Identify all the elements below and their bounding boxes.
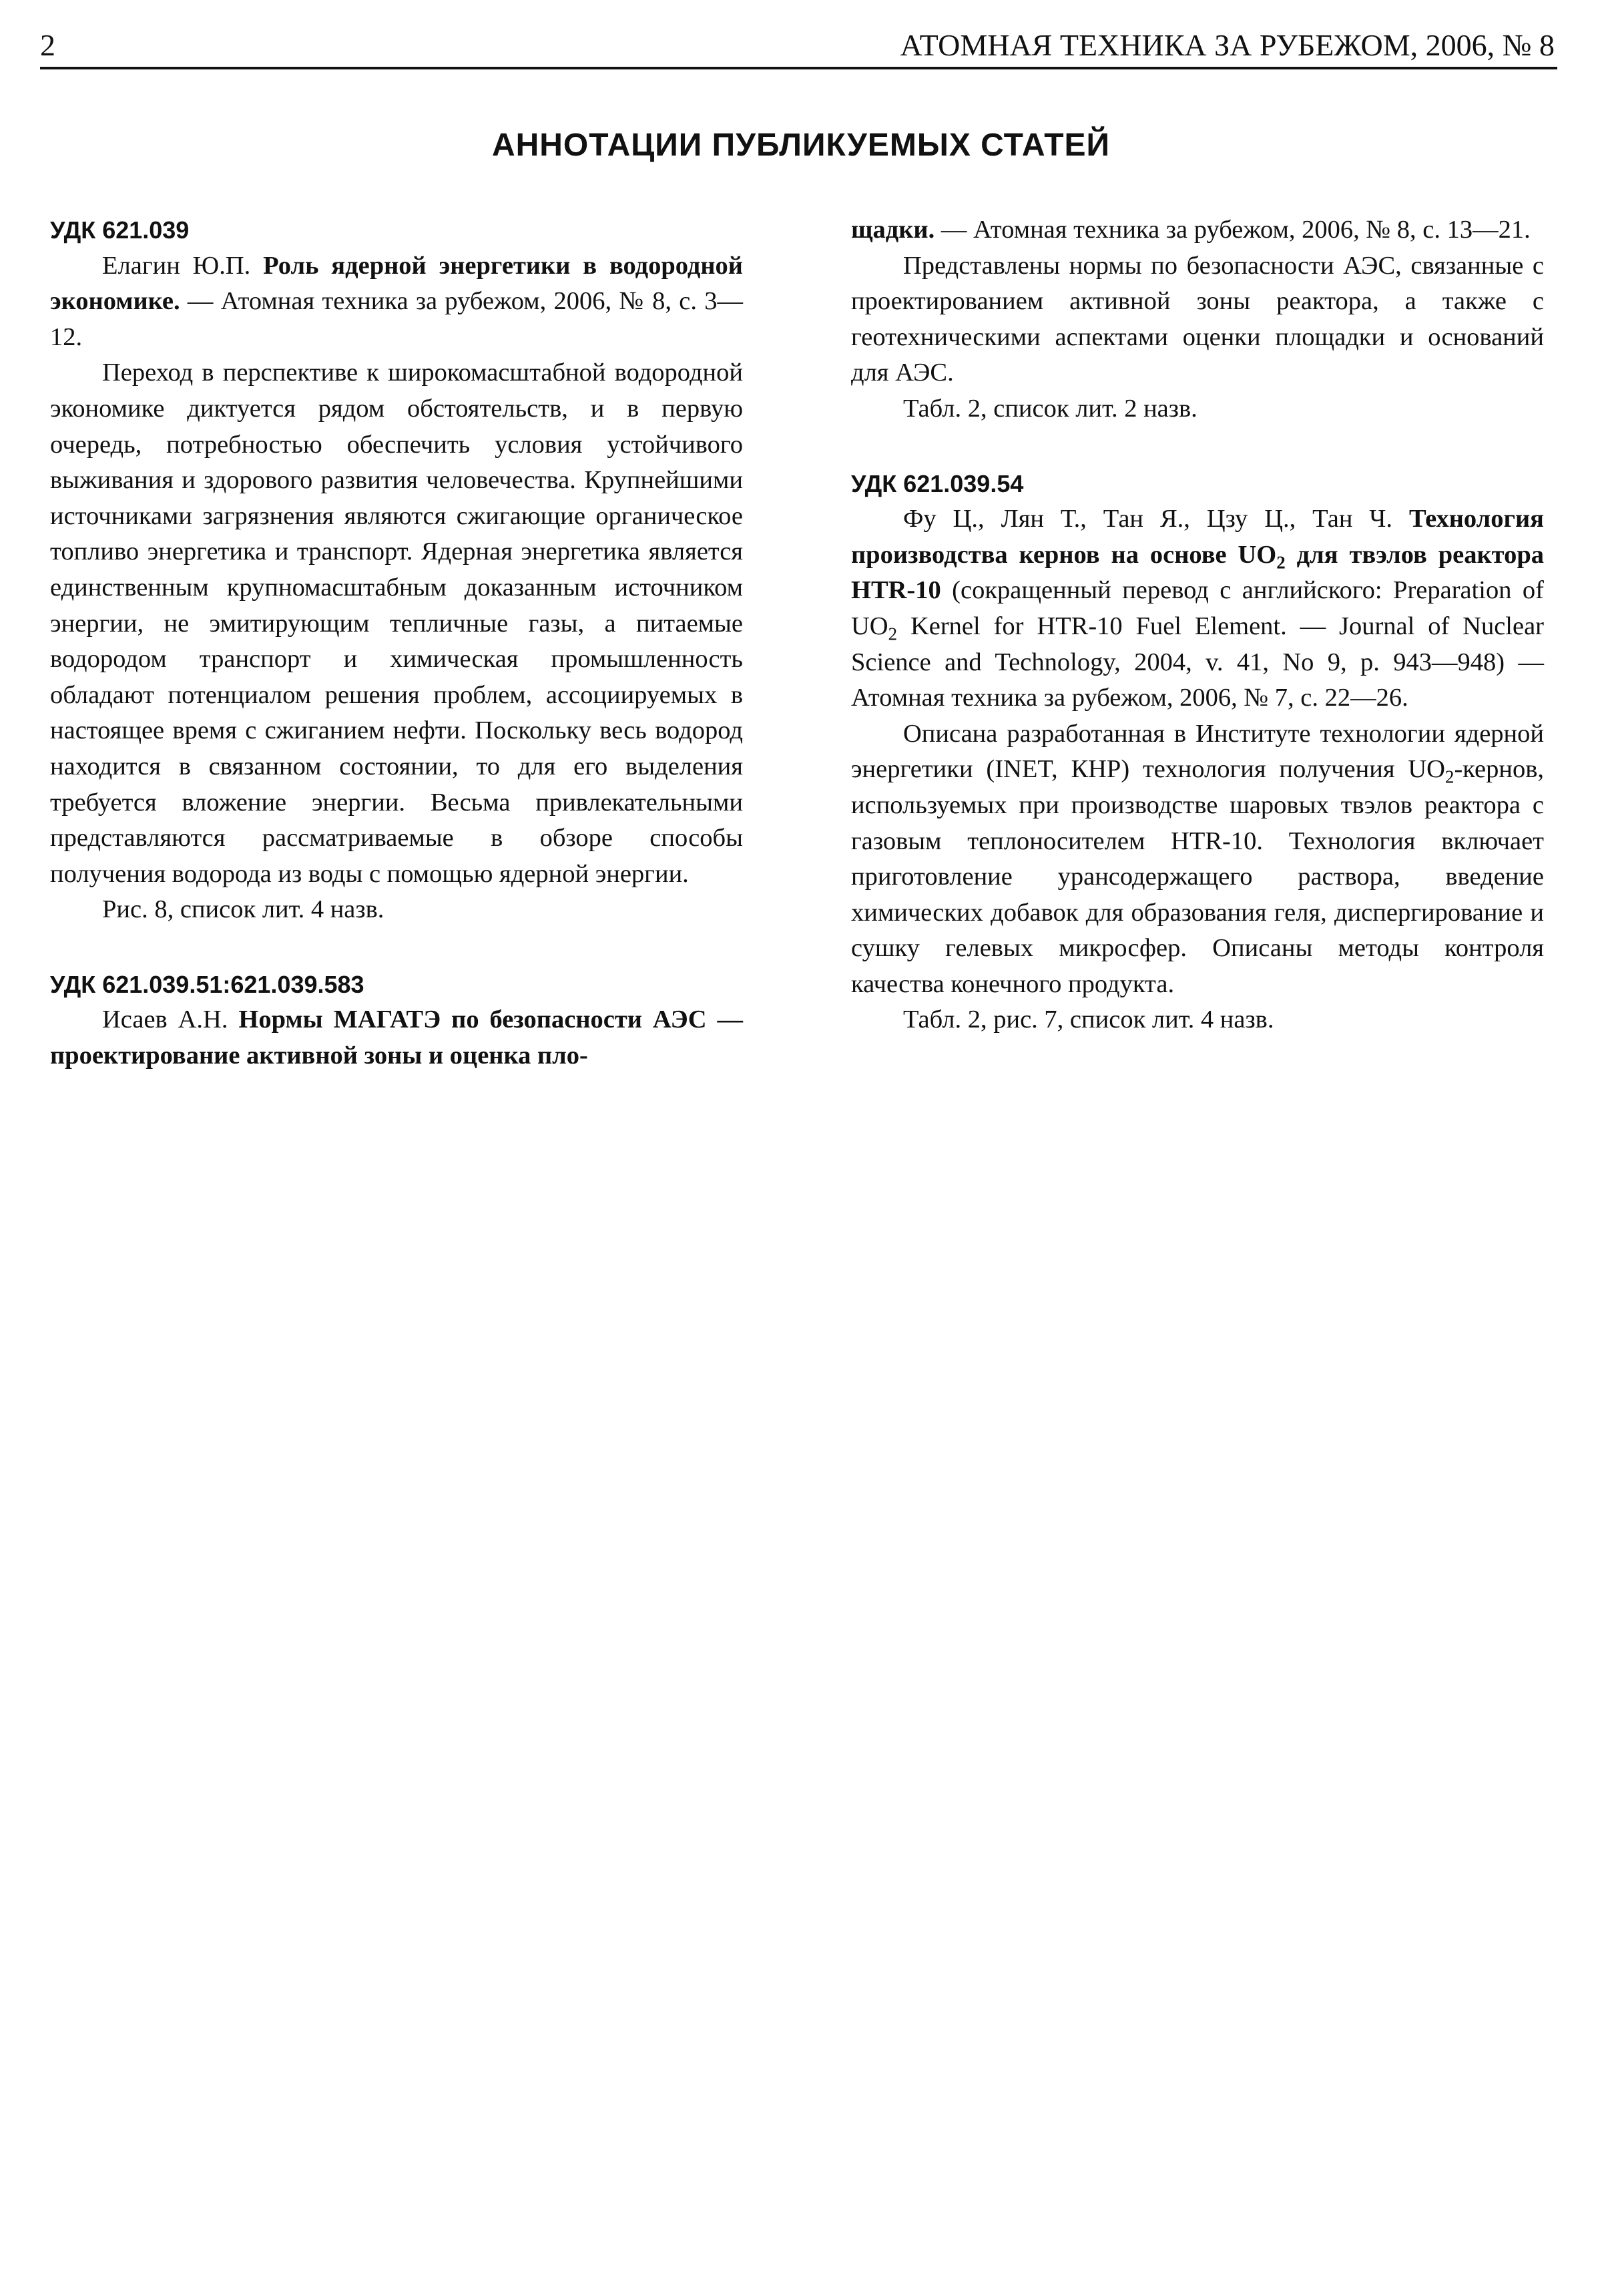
article-1 xyxy=(50,212,743,928)
article-reference xyxy=(851,501,1544,716)
article-2 xyxy=(50,967,743,1074)
article-citation-end: Kernel for HTR-10 Fuel Element. — Journal of Nuclear Science and Technology, 2004, v. 41, No 9, p. 943—948) — Атомная техника за рубежом, 2006, № 7, с. 22—26. xyxy=(851,612,1544,712)
article-reference xyxy=(50,1002,743,1074)
article-authors: Елагин Ю.П. xyxy=(102,251,264,280)
article-abstract-start: Описана разработанная в Институте технологии ядерной энергетики (INET, КНР) технология получения UO xyxy=(851,719,1544,784)
right-column xyxy=(851,212,1544,1077)
article-2-continued xyxy=(851,212,1544,427)
article-footer: Рис. 8, список лит. 4 назв. xyxy=(102,895,384,924)
article-citation: — Атомная техника за рубежом, 2006, № 8, с. 3—12. xyxy=(50,287,743,351)
article-citation: — Атомная техника за рубежом, 2006, № 8, с. 13—21. xyxy=(934,216,1531,244)
article-reference xyxy=(50,248,743,356)
article-authors: Фу Ц., Лян Т., Тан Я., Цзу Ц., Тан Ч. xyxy=(903,505,1409,533)
article-citation xyxy=(851,576,1544,712)
page-number: 2 xyxy=(40,28,55,62)
section-title: АННОТАЦИИ ПУБЛИКУЕМЫХ СТАТЕЙ xyxy=(491,128,1111,163)
article-3 xyxy=(851,466,1544,1039)
article-title: Роль ядерной энергетики в водородной экономике. xyxy=(50,251,743,316)
article-abstract-end: -кернов, используемых при производстве шаровых твэлов реактора с газовым теплоносителем HTR-10. Технология включает приготовление урансодержащего раствора, введение химических добавок для образования геля, диспергирование и сушку гелевых микросфер. Описаны методы контроля качества конечного продукта. xyxy=(851,755,1544,998)
udk-code: УДК 621.039.51:621.039.583 xyxy=(50,970,364,998)
udk-code: УДК 621.039 xyxy=(50,216,190,244)
udk-code: УДК 621.039.54 xyxy=(851,469,1024,497)
article-abstract-subscript: 2 xyxy=(1444,767,1454,787)
article-authors: Исаев А.Н. xyxy=(102,1005,239,1034)
article-title-part-2: щадки. xyxy=(851,216,935,244)
article-abstract: Представлены нормы по безопасности АЭС, связанные с проектированием активной зоны реактора, а также с геотехническими аспектами оценки площадки и оснований для АЭС. xyxy=(851,251,1544,387)
article-abstract: Переход в перспективе к широкомасштабной водородной экономике диктуется рядом обстоятельств, и в первую очередь, потребностью обеспечить условия устойчивого выживания и здорового развития человечества. Крупнейшими источниками загрязнения являются сжигающие органическое топливо энергетика и транспорт. Ядерная энергетика является единственным крупномасштабным доказанным источником энергии, не эмитирующим тепличные газы, а питаемые водородом транспорт и химическая промышленность обладают потенциалом решения проблем, ассоциируемых в настоящее время с сжиганием нефти. Поскольку весь водород находится в связанном состоянии, то для его выделения требуется вложение энергии. Весьма привлекательными представляются рассматриваемые в обзоре способы получения водорода из воды с помощью ядерной энергии. xyxy=(50,359,743,888)
article-reference-continued xyxy=(851,212,1544,248)
article-citation-subscript: 2 xyxy=(888,624,898,644)
article-title-end: для твэлов реактора HTR-10 xyxy=(851,540,1544,605)
article-title-subscript: 2 xyxy=(1276,552,1286,573)
article-title-start: Технология производства кернов на основе UO xyxy=(851,505,1544,569)
article-footer: Табл. 2, список лит. 2 назв. xyxy=(903,394,1197,423)
page-header xyxy=(40,24,1557,69)
left-column xyxy=(50,212,743,1113)
article-abstract xyxy=(851,716,1544,1003)
article-title-part-1: Нормы МАГАТЭ по безопасности АЭС — проектирование активной зоны и оценка пло- xyxy=(50,1005,743,1070)
article-citation-start: (сокращенный перевод с английского: Preparation of UO xyxy=(851,576,1544,640)
journal-title: АТОМНАЯ ТЕХНИКА ЗА РУБЕЖОМ, 2006, № 8 xyxy=(900,28,1555,62)
article-footer: Табл. 2, рис. 7, список лит. 4 назв. xyxy=(903,1005,1274,1034)
